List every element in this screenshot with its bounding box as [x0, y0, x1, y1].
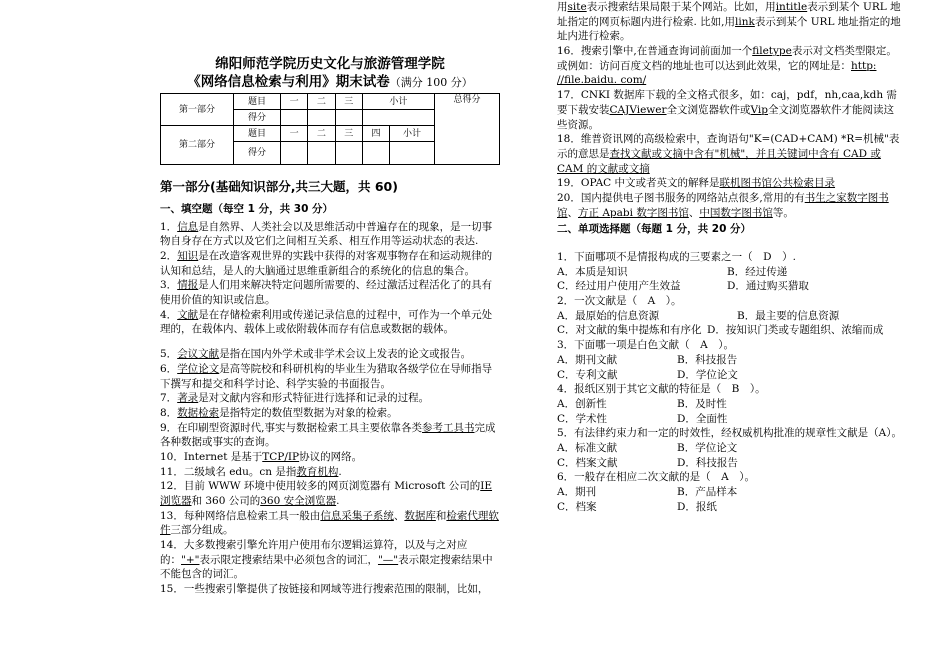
answer: 360 安全浏览器 [260, 495, 337, 507]
answer: IE 浏览器 [160, 480, 493, 507]
options [557, 485, 902, 500]
score-cell[interactable] [362, 110, 434, 126]
mcq-heading: 二、单项选择题（每题 1 分，共 20 分） [557, 223, 752, 236]
option[interactable]: B．最主要的信息资源 [737, 309, 840, 322]
option[interactable]: C．对文献的集中提炼和有序化 [557, 324, 702, 337]
part1-label: 第一部分 [161, 94, 234, 126]
subtotal-label: 小计 [362, 94, 434, 110]
question: 5．有法律约束力和一定的时效性，经权威机构批准的规章性文献是（A）。 [557, 427, 903, 440]
question: 11．二级域名 edu。cn 是指教育机构. [160, 465, 342, 478]
right-column [557, 1, 903, 572]
question: 20．国内提供电子图书服务的网络站点很多,常用的有书生之家数字图书馆、方正 Apabi 数字图书馆、中国数字图书馆等。 [557, 191, 889, 219]
question: 2．知识是在改造客观世界的实践中获得的对客观事物存在和运动规律的认知和总结，是人的大脑通过思维重新组合的系统化的信息的集合。 [160, 250, 493, 277]
question: 17．CNKI 数据库下载的全文格式很多，如：caj，pdf，nh,caa,kdh 需要下载安装CAJViewer全文浏览器软件或Vip全文浏览器软件才能阅读这些资源。 [557, 89, 897, 131]
question: 6．一般存在相应二次文献的是（ A ）。 [557, 471, 756, 484]
answer: 数据库 [404, 509, 436, 522]
option[interactable]: C．专利文献 [557, 368, 618, 381]
question: 1．下面哪项不是情报构成的三要素之一（ D ）. [557, 251, 796, 263]
answer: TCP/IP [262, 450, 300, 463]
answer: 信息 [177, 220, 199, 233]
option[interactable]: C．学术性 [557, 412, 608, 425]
score-cell[interactable] [308, 142, 335, 165]
subtotal-label: 小计 [390, 126, 435, 142]
option[interactable]: A．最原始的信息资源 [557, 309, 660, 322]
question: 14．大多数搜索引擎允许用户使用布尔逻辑运算符，以及与之对应的："+"表示限定搜索结果中必须包含的词汇，"—"表示限定搜索结果中不能包含的词汇。 [160, 539, 493, 581]
question: 16．搜索引擎中,在普通查询词前面加一个filetype表示对文档类型限定。或例如：访问百度文档的地址也可以达到此效果，它的网址是：http: //file.baidu. com/ [557, 45, 897, 87]
score-label: 得分 [234, 110, 281, 126]
option[interactable]: A．本质是知识 [557, 265, 628, 278]
answer: 查找文献或文摘中含有"机械"，并且关键词中含有 CAD 或 CAM 的文献或文摘 [557, 147, 881, 175]
option[interactable]: B．学位论文 [677, 441, 738, 454]
exam-title-text: 《网络信息检索与利用》期末试卷 [187, 74, 390, 91]
question: 12．目前 WWW 环境中使用较多的网页浏览器有 Microsoft 公司的IE 浏览器和 360 公司的360 安全浏览器. [160, 480, 493, 507]
school-name: 绵阳师范学院历史文化与旅游管理学院 [215, 56, 445, 72]
question: 8．数据检索是指特定的数值型数据为对象的检索。 [160, 406, 398, 419]
options [557, 353, 902, 368]
option[interactable]: B．科技报告 [677, 353, 738, 366]
option[interactable]: A．期刊文献 [557, 353, 618, 366]
options [557, 456, 902, 471]
answer: 学位论文 [177, 362, 220, 375]
answer: 书生之家数字图书馆 [557, 191, 889, 219]
col-2: 二 [308, 126, 335, 142]
answer: site [567, 1, 587, 13]
options [557, 368, 902, 383]
option[interactable]: C．档案 [557, 500, 597, 513]
answer: 数据检索 [177, 406, 220, 419]
item-label: 题目 [234, 126, 281, 142]
answer: 情报 [177, 279, 199, 292]
answer: 中国数字图书馆 [699, 206, 773, 219]
question: 4．报纸区别于其它文献的特征是（ B ）。 [557, 383, 766, 396]
col-4: 四 [362, 126, 389, 142]
option[interactable]: A．期刊 [557, 486, 597, 498]
option[interactable]: A．标准文献 [557, 441, 618, 454]
col-1: 一 [281, 126, 308, 142]
answer: "—" [377, 553, 399, 566]
question: 13．每种网络信息检索工具一般由信息采集子系统、数据库和检索代理软件三部分组成。 [160, 509, 499, 537]
answer: http: //file.baidu. com/ [557, 59, 877, 87]
score-cell[interactable] [335, 142, 362, 165]
answer: 方正 Apabi 数字图书馆 [578, 206, 689, 219]
answer: 教育机构 [296, 465, 339, 478]
question: 5．会议文献是指在国内外学术或非学术会议上发表的论文或报告。 [160, 348, 472, 361]
option[interactable]: B．及时性 [677, 397, 727, 410]
options [557, 412, 902, 427]
question: 3．情报是人们用来解决特定问题所需要的、经过激活过程活化了的具有使用价值的知识或信息。 [160, 279, 493, 307]
col-1: 一 [281, 94, 308, 110]
option[interactable]: B．产品样本 [677, 486, 738, 498]
options [557, 397, 902, 412]
answer: 会议文献 [177, 348, 220, 361]
score-cell[interactable] [362, 142, 389, 165]
score-table [160, 93, 500, 165]
answer: CAJViewer [609, 103, 667, 116]
question: 19．OPAC 中文或者英文的解释是联机图书馆公共检索目录 [557, 177, 836, 190]
col-2: 二 [308, 94, 335, 110]
answer: filetype [752, 45, 792, 58]
question: 7．著录是对文献内容和形式特征进行选择和记录的过程。 [160, 392, 430, 405]
option[interactable]: D．通过购买猎取 [727, 280, 809, 293]
item-label: 题目 [234, 94, 281, 110]
option[interactable]: D．学位论文 [677, 368, 738, 381]
score-cell[interactable] [308, 110, 335, 126]
exam-title [160, 73, 500, 91]
left-column [160, 0, 500, 597]
option[interactable]: D．按知识门类或专题组织、浓缩而成 [707, 324, 884, 337]
option[interactable]: C．档案文献 [557, 456, 618, 469]
option[interactable]: D．报纸 [677, 500, 717, 513]
question: 1．信息是自然界、人类社会以及思维活动中普遍存在的现象，是一切事物自身存在方式以及它们之间相互关系、相互作用等运动状态的表达. [160, 220, 493, 248]
question: 4．文献是在存储检索利用或传递记录信息的过程中，可作为一个单元处理的，在载体内、载体上或依附载体而存有信息或数据的载体。 [160, 308, 493, 336]
col-3: 三 [335, 94, 362, 110]
answer: 参考工具书 [422, 421, 475, 434]
option[interactable]: C．经过用户使用产生效益 [557, 280, 681, 293]
part1-heading: 第一部分(基础知识部分,共三大题，共 60) [160, 179, 398, 195]
options [557, 279, 902, 294]
score-cell[interactable] [281, 110, 308, 126]
options [557, 265, 902, 280]
question: 15．一些搜索引擎提供了按链接和网域等进行搜索范围的限制，比如， [160, 583, 489, 596]
col-3: 三 [335, 126, 362, 142]
answer: "+" [181, 553, 200, 566]
question: 10．Internet 是基于TCP/IP协议的网络。 [160, 450, 363, 463]
score-label: 得分 [234, 142, 281, 165]
question: 9．在印刷型资源时代,事实与数据检索工具主要依靠各类参考工具书完成各种数据或事实的查询。 [160, 421, 496, 449]
answer: 文献 [177, 308, 199, 321]
option[interactable]: B．经过传递 [727, 265, 788, 278]
options [557, 500, 902, 515]
fill-heading: 一、填空题（每空 1 分，共 30 分） [160, 202, 334, 215]
question: 18．维普资讯网的高级检索中，查询语句"K=(CAD+CAM) *R=机械"表示的意思是查找文献或文摘中含有"机械"，并且关键词中含有 CAD 或 CAM 的文献或文摘 [557, 133, 900, 175]
question: 3．下面哪一项是白色文献（ A ）。 [557, 339, 735, 352]
options [557, 323, 902, 338]
answer: link [735, 15, 755, 28]
answer: 著录 [177, 392, 199, 405]
options [557, 441, 902, 456]
question: 用site表示搜索结果局限于某个网站。比如，用intitle表示到某个 URL 地址指定的网页标题内进行检索. 比如,用link表示到某个 URL 地址指定的地址内进行检索。 [557, 1, 901, 43]
question: 6．学位论文是高等院校和科研机构的毕业生为猎取各级学位在导师指导下撰写和提交和科学讨论、科学实验的书面报告。 [160, 362, 493, 390]
answer: Vip [750, 103, 769, 116]
options [557, 309, 902, 324]
question: 2．一次文献是（ A ）。 [557, 295, 682, 308]
option[interactable]: A．创新性 [557, 397, 607, 410]
answer: 信息采集子系统 [320, 509, 394, 522]
answer: intitle [775, 1, 808, 13]
score-cell[interactable] [281, 142, 308, 165]
score-note: （满分 100 分） [389, 76, 473, 90]
answer: 检索代理软件 [160, 509, 499, 537]
part2-label: 第二部分 [161, 126, 234, 165]
answer: 联机图书馆公共检索目录 [719, 177, 836, 190]
answer: 知识 [177, 250, 199, 262]
score-cell[interactable] [335, 110, 362, 126]
total-score-label: 总得分 [435, 94, 500, 165]
option[interactable]: D．科技报告 [677, 456, 738, 469]
score-cell[interactable] [390, 142, 435, 165]
option[interactable]: D．全面性 [677, 412, 728, 425]
